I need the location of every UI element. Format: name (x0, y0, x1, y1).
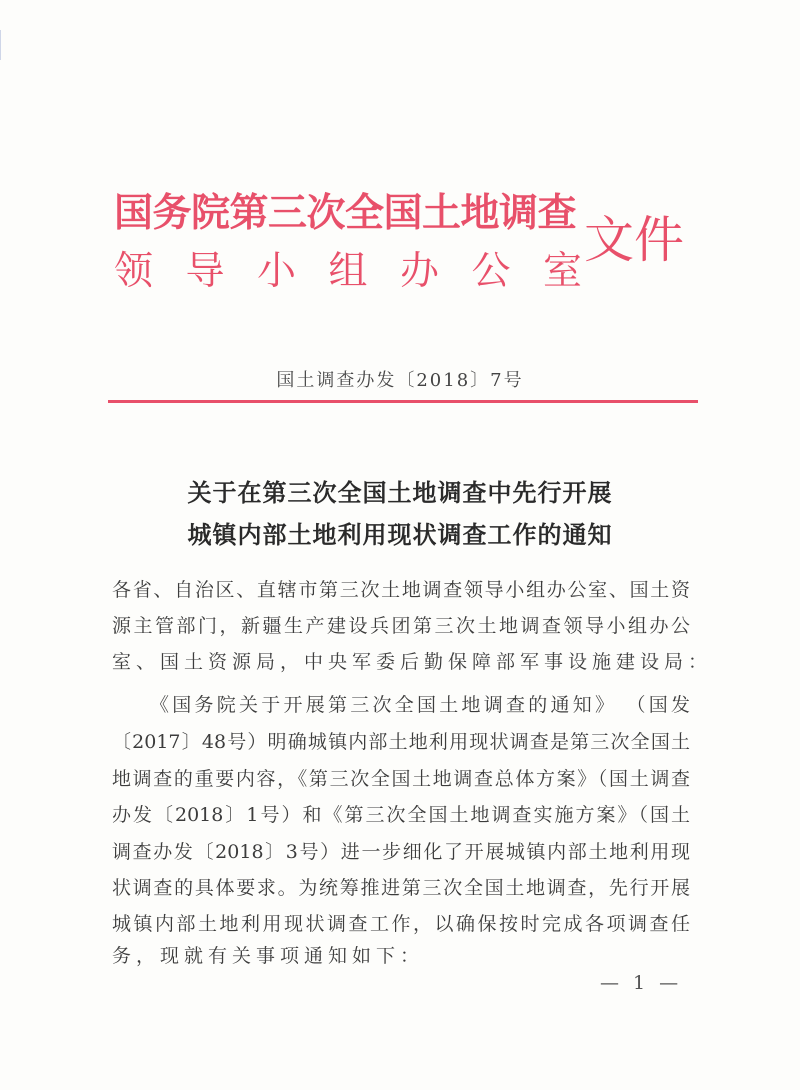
document-title-line2: 城镇内部土地利用现状调查工作的通知 (187, 521, 613, 549)
issuing-org-line2: 领导小组办公室 (114, 249, 582, 294)
body-line: 〔2017〕48号）明确城镇内部土地利用现状调查是第三次全国土 (112, 731, 690, 753)
body-line: 务，现就有关事项通知如下： (112, 945, 425, 967)
scan-margin-mark (0, 30, 15, 60)
red-header-rule (108, 400, 698, 403)
document-title-line1: 关于在第三次全国土地调查中先行开展 (187, 479, 613, 507)
body-line: 调查办发〔2018〕3号）进一步细化了开展城镇内部土地利用现 (112, 841, 690, 863)
body-line: 办发〔2018〕1号）和《第三次全国土地调查实施方案》（国土 (112, 804, 690, 826)
body-line: 室、国土资源局，中央军委后勤保障部军事设施建设局： (112, 651, 713, 673)
issuing-org-line1: 国务院第三次全国土地调查 (114, 191, 577, 236)
body-line: 各省、自治区、直辖市第三次土地调查领导小组办公室、国土资 (112, 579, 690, 601)
body-line: 源主管部门，新疆生产建设兵团第三次土地调查领导小组办公 (112, 615, 690, 637)
page-number: — 1 — (600, 972, 683, 994)
body-line: 状调查的具体要求。为统筹推进第三次全国土地调查，先行开展 (112, 877, 690, 899)
document-type-label: 文件 (584, 211, 684, 269)
body-line: 《国务院关于开展第三次全国土地调查的通知》 （国发 (150, 694, 690, 716)
body-line: 地调查的重要内容，《第三次全国土地调查总体方案》（国土调查 (112, 768, 690, 790)
body-line: 城镇内部土地利用现状调查工作，以确保按时完成各项调查任 (112, 913, 690, 935)
document-number: 国土调查办发〔2018〕7号 (276, 370, 524, 391)
